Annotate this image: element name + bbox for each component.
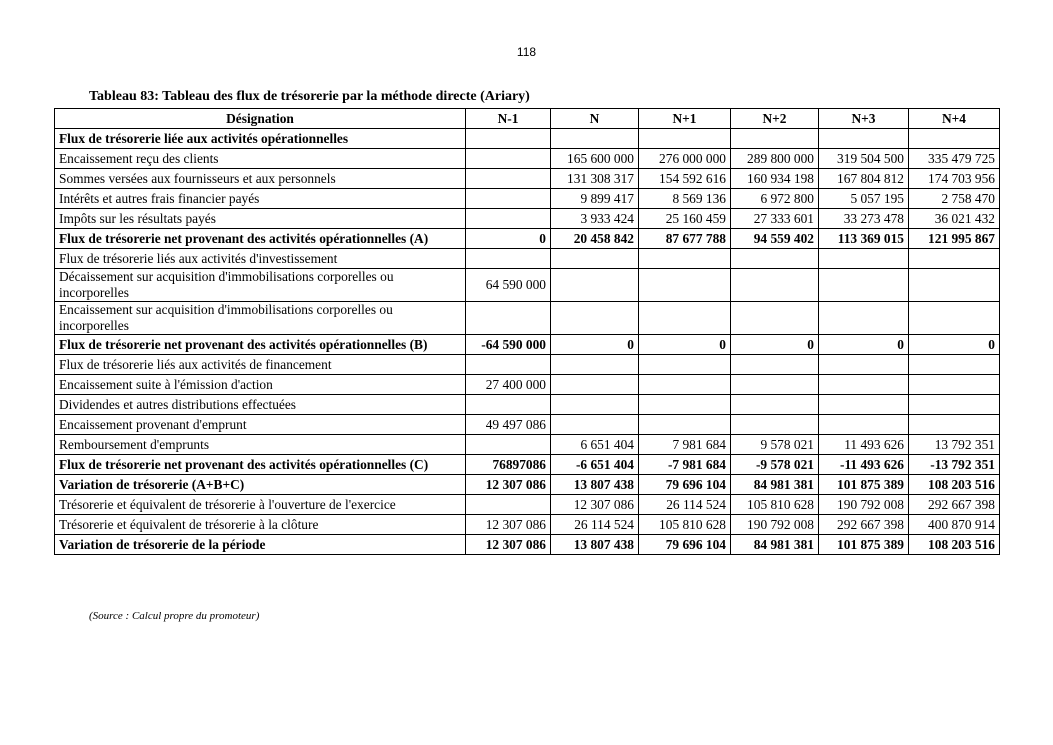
row-label: Trésorerie et équivalent de trésorerie à la clôture: [55, 515, 466, 535]
cell-value: [731, 395, 819, 415]
cell-value: 289 800 000: [731, 149, 819, 169]
cell-value: [909, 249, 1000, 269]
row-label: Intérêts et autres frais financier payés: [55, 189, 466, 209]
cell-value: 0: [909, 335, 1000, 355]
cell-value: [731, 355, 819, 375]
cell-value: 131 308 317: [551, 169, 639, 189]
cell-value: 113 369 015: [819, 229, 909, 249]
cell-value: [819, 355, 909, 375]
row-label: Encaissement sur acquisition d'immobilisations corporelles ou incorporelles: [55, 302, 466, 335]
cell-value: 26 114 524: [639, 495, 731, 515]
column-header-4: N+2: [731, 109, 819, 129]
cell-value: 400 870 914: [909, 515, 1000, 535]
cell-value: 9 899 417: [551, 189, 639, 209]
row-label: Flux de trésorerie net provenant des activités opérationnelles (B): [55, 335, 466, 355]
table-row: [55, 129, 1000, 149]
table-row: [55, 229, 1000, 249]
page-number: 118: [516, 45, 537, 59]
cell-value: [551, 355, 639, 375]
table-row: [55, 149, 1000, 169]
cell-value: [466, 395, 551, 415]
cell-value: 27 400 000: [466, 375, 551, 395]
table-row: [55, 395, 1000, 415]
cell-value: 335 479 725: [909, 149, 1000, 169]
row-label: Variation de trésorerie (A+B+C): [55, 475, 466, 495]
cell-value: 0: [466, 229, 551, 249]
column-header-0: Désignation: [55, 109, 466, 129]
cell-value: 0: [639, 335, 731, 355]
cell-value: -11 493 626: [819, 455, 909, 475]
cell-value: 5 057 195: [819, 189, 909, 209]
row-label: Variation de trésorerie de la période: [55, 535, 466, 555]
cell-value: [466, 249, 551, 269]
row-label: Flux de trésorerie net provenant des activités opérationnelles (A): [55, 229, 466, 249]
cell-value: [819, 269, 909, 302]
column-header-6: N+4: [909, 109, 1000, 129]
table-row: [55, 375, 1000, 395]
cell-value: 64 590 000: [466, 269, 551, 302]
cell-value: [639, 302, 731, 335]
cell-value: [731, 302, 819, 335]
cash-flow-table: [54, 108, 1000, 555]
cell-value: 292 667 398: [819, 515, 909, 535]
cell-value: 8 569 136: [639, 189, 731, 209]
cell-value: [551, 302, 639, 335]
table-row: [55, 495, 1000, 515]
row-label: Sommes versées aux fournisseurs et aux personnels: [55, 169, 466, 189]
table-row: [55, 515, 1000, 535]
cell-value: [731, 375, 819, 395]
cell-value: [466, 495, 551, 515]
cell-value: [819, 415, 909, 435]
cell-value: 13 807 438: [551, 535, 639, 555]
cell-value: 0: [819, 335, 909, 355]
cell-value: 292 667 398: [909, 495, 1000, 515]
cell-value: [639, 415, 731, 435]
cell-value: 12 307 086: [466, 515, 551, 535]
cell-value: [819, 249, 909, 269]
cell-value: 11 493 626: [819, 435, 909, 455]
cell-value: 190 792 008: [819, 495, 909, 515]
cell-value: 49 497 086: [466, 415, 551, 435]
cell-value: -64 590 000: [466, 335, 551, 355]
cell-value: [466, 209, 551, 229]
cell-value: [909, 375, 1000, 395]
cell-value: -6 651 404: [551, 455, 639, 475]
table-row: [55, 249, 1000, 269]
source-note: (Source : Calcul propre du promoteur): [89, 610, 260, 622]
cell-value: 12 307 086: [466, 475, 551, 495]
cell-value: 0: [731, 335, 819, 355]
table-header-row: [55, 109, 1000, 129]
cell-value: 101 875 389: [819, 475, 909, 495]
cell-value: 154 592 616: [639, 169, 731, 189]
cell-value: 13 807 438: [551, 475, 639, 495]
cell-value: [909, 302, 1000, 335]
cell-value: 165 600 000: [551, 149, 639, 169]
cell-value: 6 651 404: [551, 435, 639, 455]
cell-value: 87 677 788: [639, 229, 731, 249]
cell-value: 160 934 198: [731, 169, 819, 189]
cell-value: [466, 435, 551, 455]
row-label: Encaissement provenant d'emprunt: [55, 415, 466, 435]
cell-value: 79 696 104: [639, 475, 731, 495]
row-label: Dividendes et autres distributions effectuées: [55, 395, 466, 415]
cell-value: [909, 129, 1000, 149]
cell-value: [731, 415, 819, 435]
row-label: Encaissement suite à l'émission d'action: [55, 375, 466, 395]
table-row: [55, 455, 1000, 475]
cell-value: [639, 355, 731, 375]
cell-value: [731, 249, 819, 269]
column-header-3: N+1: [639, 109, 731, 129]
cell-value: 6 972 800: [731, 189, 819, 209]
table-row: [55, 475, 1000, 495]
cell-value: [639, 269, 731, 302]
table-row: [55, 302, 1000, 335]
cell-value: [909, 355, 1000, 375]
cell-value: 190 792 008: [731, 515, 819, 535]
cell-value: [731, 269, 819, 302]
cell-value: 3 933 424: [551, 209, 639, 229]
cell-value: 108 203 516: [909, 475, 1000, 495]
cell-value: [466, 149, 551, 169]
row-label: Flux de trésorerie liée aux activités opérationnelles: [55, 129, 466, 149]
cell-value: 167 804 812: [819, 169, 909, 189]
cell-value: 20 458 842: [551, 229, 639, 249]
row-label: Remboursement d'emprunts: [55, 435, 466, 455]
cell-value: [639, 395, 731, 415]
table-row: [55, 435, 1000, 455]
cell-value: [819, 129, 909, 149]
cell-value: 76897086: [466, 455, 551, 475]
column-header-2: N: [551, 109, 639, 129]
cell-value: 108 203 516: [909, 535, 1000, 555]
cell-value: [466, 355, 551, 375]
cell-value: 12 307 086: [466, 535, 551, 555]
cell-value: 26 114 524: [551, 515, 639, 535]
table-row: [55, 269, 1000, 302]
cell-value: -7 981 684: [639, 455, 731, 475]
cell-value: [909, 415, 1000, 435]
row-label: Trésorerie et équivalent de trésorerie à l'ouverture de l'exercice: [55, 495, 466, 515]
cell-value: 319 504 500: [819, 149, 909, 169]
cell-value: 79 696 104: [639, 535, 731, 555]
cell-value: 121 995 867: [909, 229, 1000, 249]
row-label: Flux de trésorerie liés aux activités de financement: [55, 355, 466, 375]
cell-value: 105 810 628: [731, 495, 819, 515]
cell-value: 101 875 389: [819, 535, 909, 555]
cell-value: 276 000 000: [639, 149, 731, 169]
cell-value: 84 981 381: [731, 475, 819, 495]
table-row: [55, 209, 1000, 229]
cell-value: [551, 129, 639, 149]
cell-value: 94 559 402: [731, 229, 819, 249]
cell-value: 12 307 086: [551, 495, 639, 515]
cell-value: [909, 269, 1000, 302]
cell-value: [466, 129, 551, 149]
cell-value: [466, 189, 551, 209]
row-label: Flux de trésorerie net provenant des activités opérationnelles (C): [55, 455, 466, 475]
cell-value: 7 981 684: [639, 435, 731, 455]
cell-value: 2 758 470: [909, 189, 1000, 209]
cell-value: 105 810 628: [639, 515, 731, 535]
cell-value: [639, 129, 731, 149]
cell-value: -9 578 021: [731, 455, 819, 475]
cell-value: 9 578 021: [731, 435, 819, 455]
table-row: [55, 535, 1000, 555]
cell-value: [466, 302, 551, 335]
cell-value: [551, 395, 639, 415]
cell-value: [551, 249, 639, 269]
table-caption: Tableau 83: Tableau des flux de trésorerie par la méthode directe (Ariary): [89, 89, 530, 104]
column-header-1: N-1: [466, 109, 551, 129]
cell-value: 36 021 432: [909, 209, 1000, 229]
table-row: [55, 169, 1000, 189]
table-row: [55, 355, 1000, 375]
row-label: Impôts sur les résultats payés: [55, 209, 466, 229]
column-header-5: N+3: [819, 109, 909, 129]
row-label: Décaissement sur acquisition d'immobilisations corporelles ou incorporelles: [55, 269, 466, 302]
cell-value: 25 160 459: [639, 209, 731, 229]
cell-value: [819, 395, 909, 415]
cell-value: [551, 415, 639, 435]
cell-value: [819, 375, 909, 395]
row-label: Flux de trésorerie liés aux activités d'investissement: [55, 249, 466, 269]
cell-value: [639, 375, 731, 395]
cell-value: -13 792 351: [909, 455, 1000, 475]
cell-value: 84 981 381: [731, 535, 819, 555]
cell-value: [551, 375, 639, 395]
cell-value: [731, 129, 819, 149]
cell-value: 27 333 601: [731, 209, 819, 229]
cell-value: [639, 249, 731, 269]
cell-value: [909, 395, 1000, 415]
cell-value: [819, 302, 909, 335]
cell-value: 13 792 351: [909, 435, 1000, 455]
cell-value: 33 273 478: [819, 209, 909, 229]
cell-value: [551, 269, 639, 302]
cell-value: [466, 169, 551, 189]
table-row: [55, 415, 1000, 435]
table-row: [55, 335, 1000, 355]
cell-value: 174 703 956: [909, 169, 1000, 189]
row-label: Encaissement reçu des clients: [55, 149, 466, 169]
table-row: [55, 189, 1000, 209]
cell-value: 0: [551, 335, 639, 355]
